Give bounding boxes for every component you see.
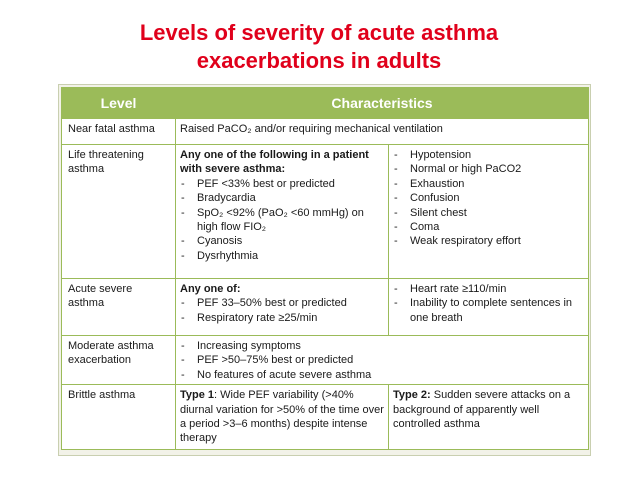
title-line-2: exacerbations in adults (196, 48, 442, 73)
list-item: - Coma (393, 220, 584, 234)
title-line-1: Levels of severity of acute asthma (139, 20, 499, 45)
header-level: Level (62, 88, 176, 119)
life-threatening-signs (389, 145, 589, 279)
life-threatening-intro: Any one of the following in a patient with severe asthma: (180, 149, 369, 176)
slide-title (0, 19, 638, 75)
list-item: - Bradycardia (180, 191, 384, 205)
list-item: - Hypotension (393, 148, 584, 162)
moderate-characteristics (176, 336, 589, 385)
level-moderate: Moderate asthma exacerbation (62, 336, 176, 385)
acute-severe-intro: Any one of: (180, 283, 241, 295)
list-item: - Weak respiratory effort (393, 234, 584, 248)
moderate-list (180, 339, 584, 382)
brittle-type-2 (389, 385, 589, 450)
type-2-text: Sudden severe attacks on a background of apparently well controlled asthma (393, 389, 571, 431)
list-item: - SpO₂ <92% (PaO₂ <60 mmHg) on high flow FIO₂ (180, 206, 384, 235)
level-acute-severe: Acute severe asthma (62, 279, 176, 336)
list-item: - Silent chest (393, 206, 584, 220)
list-item: - Confusion (393, 191, 584, 205)
near-fatal-characteristics: Raised PaCO₂ and/or requiring mechanical ventilation (176, 119, 589, 145)
type-1-label: Type 1 (180, 389, 215, 402)
severity-table (61, 87, 589, 450)
list-item: - PEF >50–75% best or predicted (180, 353, 584, 367)
list-item: - Inability to complete sentences in one breath (393, 296, 584, 325)
acute-severe-signs-list (393, 282, 584, 325)
list-item: - Heart rate ≥110/min (393, 282, 584, 296)
list-item: - Cyanosis (180, 234, 384, 248)
level-life-threatening: Life threatening asthma (62, 145, 176, 279)
brittle-type-1 (176, 385, 389, 450)
list-item: - Exhaustion (393, 177, 584, 191)
list-item: - PEF <33% best or predicted (180, 177, 384, 191)
acute-severe-list (180, 296, 384, 325)
row-moderate (62, 336, 589, 385)
life-threatening-list (180, 177, 384, 263)
level-brittle: Brittle asthma (62, 385, 176, 450)
header-row (62, 88, 589, 119)
list-item: - Dysrhythmia (180, 249, 384, 263)
list-item: - Increasing symptoms (180, 339, 584, 353)
life-threatening-signs-list (393, 148, 584, 249)
row-near-fatal (62, 119, 589, 145)
type-2-label: Type 2: (393, 389, 431, 402)
row-acute-severe (62, 279, 589, 336)
header-characteristics: Characteristics (176, 88, 589, 119)
acute-severe-signs (389, 279, 589, 336)
acute-severe-criteria (176, 279, 389, 336)
list-item: - Respiratory rate ≥25/min (180, 311, 384, 325)
list-item: - Normal or high PaCO2 (393, 162, 584, 176)
life-threatening-criteria (176, 145, 389, 279)
row-life-threatening (62, 145, 589, 279)
type-1-text: : Wide PEF variability (>40% diurnal variation for >50% of the time over a period >3–6 months) despite intense therapy (180, 389, 384, 445)
level-near-fatal: Near fatal asthma (62, 119, 176, 145)
row-brittle (62, 385, 589, 450)
list-item: - PEF 33–50% best or predicted (180, 296, 384, 310)
list-item: - No features of acute severe asthma (180, 368, 584, 382)
